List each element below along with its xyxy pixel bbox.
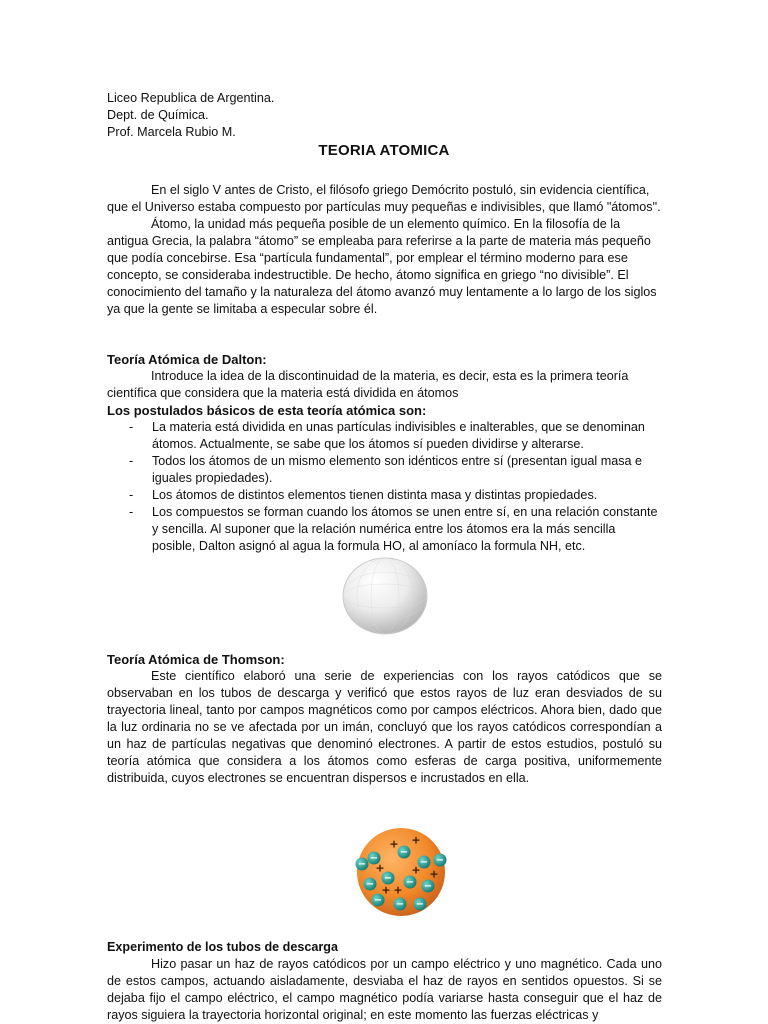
teacher-name: Prof. Marcela Rubio M.: [107, 125, 236, 139]
department: Dept. de Química.: [107, 108, 209, 122]
school-header: [107, 90, 274, 141]
positive-charge-sign: +: [411, 863, 421, 877]
intro-paragraph-1: En el siglo V antes de Cristo, el filósofo griego Demócrito postuló, sin evidencia científica, que el Universo estaba compuesto por partículas muy pequeñas e indivisibles, que llamó "átomos".: [107, 183, 661, 214]
positive-charge-sign: +: [381, 883, 391, 897]
postulates-heading: Los postulados básicos de esta teoría atómica son:: [107, 403, 427, 418]
postulate-item: - Los átomos de distintos elementos tienen distinta masa y distintas propiedades.: [107, 487, 662, 504]
electron-sign: −: [405, 877, 415, 889]
thomson-paragraph: Este científico elaboró una serie de experiencias con los rayos catódicos que se observaban en los tubos de descarga y verificó que estos rayos de luz eran desviados de su trayectoria lineal, tanto por campos magnéticos como por campos eléctricos. Ahora bien, dado que la luz ordinaria no se ve afectada por un imán, concluyó que los rayos catódicos correspondían a un haz de partículas negativas que denominó electrones. A partir de estos estudios, postuló su teoría atómica que considera a los átomos como esferas de carga positiva, uniformemente distribuida, cuyos electrones se encuentran dispersos e incrustados en ella.: [107, 669, 662, 785]
electron-sign: −: [357, 859, 367, 871]
positive-charge-sign: +: [429, 867, 439, 881]
electron-sign: −: [419, 857, 429, 869]
electron-sign: −: [365, 879, 375, 891]
dalton-sphere-icon: [340, 556, 430, 636]
intro-section: [107, 182, 662, 318]
electron-sign: −: [383, 873, 393, 885]
electron-sign: −: [399, 847, 409, 859]
positive-charge-sign: +: [393, 883, 403, 897]
electron-sign: −: [423, 881, 433, 893]
postulate-item: - Todos los átomos de un mismo elemento son idénticos entre sí (presentan igual masa e iguales propiedades).: [107, 453, 662, 487]
plum-pudding-model-icon: [354, 820, 448, 922]
school-name: Liceo Republica de Argentina.: [107, 91, 275, 105]
postulates-list: [107, 419, 662, 555]
thomson-model-image: [354, 820, 448, 927]
positive-charge-sign: +: [375, 861, 385, 875]
intro-paragraph-2: Átomo, la unidad más pequeña posible de un elemento químico. En la filosofía de la antigua Grecia, la palabra “átomo” se empleaba para referirse a la parte de materia más pequeño que podía concebirse. Esa “partícula fundamental”, por emplear el término moderno para ese concepto, se consideraba indestructible. De hecho, átomo significa en griego “no divisible”. El conocimiento del tamaño y la naturaleza del átomo avanzó muy lentamente a lo largo de los siglos ya que la gente se limitaba a especular sobre él.: [107, 217, 657, 316]
page-title: TEORIA ATOMICA: [318, 142, 450, 159]
experiment-paragraph: Hizo pasar un haz de rayos catódicos por un campo eléctrico y uno magnético. Cada uno de estos campos, actuando aisladamente, desviaba el haz de rayos en sentidos opuestos. Si se dejaba fijo el campo eléctrico, el campo magnético podía variarse hasta conseguir que el haz de rayos siguiera la trayectoria horizontal original; en este momento las fuerzas eléctricas y: [107, 957, 662, 1022]
electron-sign: −: [435, 855, 445, 867]
postulate-item: - La materia está dividida en unas partículas indivisibles e inalterables, que se denominan átomos. Actualmente, se sabe que los átomos sí pueden dividirse y alterarse.: [107, 419, 662, 453]
electron-sign: −: [369, 853, 379, 865]
dalton-heading: Teoría Atómica de Dalton:: [107, 352, 267, 367]
experiment-heading: Experimento de los tubos de descarga: [107, 940, 338, 954]
positive-charge-sign: +: [411, 833, 421, 847]
dalton-sphere-image: [340, 556, 430, 641]
thomson-heading: Teoría Atómica de Thomson:: [107, 652, 285, 667]
experiment-section: [107, 939, 662, 1024]
electron-sign: −: [395, 899, 405, 911]
dalton-intro: Introduce la idea de la discontinuidad de la materia, es decir, esta es la primera teoría científica que considera que la materia está dividida en átomos: [107, 369, 629, 400]
electron-sign: −: [373, 895, 383, 907]
electron-sign: −: [415, 899, 425, 911]
postulate-item: - Los compuestos se forman cuando los átomos se unen entre sí, en una relación constante y sencilla. Al suponer que la relación numérica entre los átomos era la más sencilla posible, Dalton asignó al agua la formula HO, al amoníaco la formula NH, etc.: [107, 504, 662, 555]
dalton-section: [107, 351, 662, 555]
thomson-section: [107, 651, 662, 787]
positive-charge-sign: +: [389, 837, 399, 851]
